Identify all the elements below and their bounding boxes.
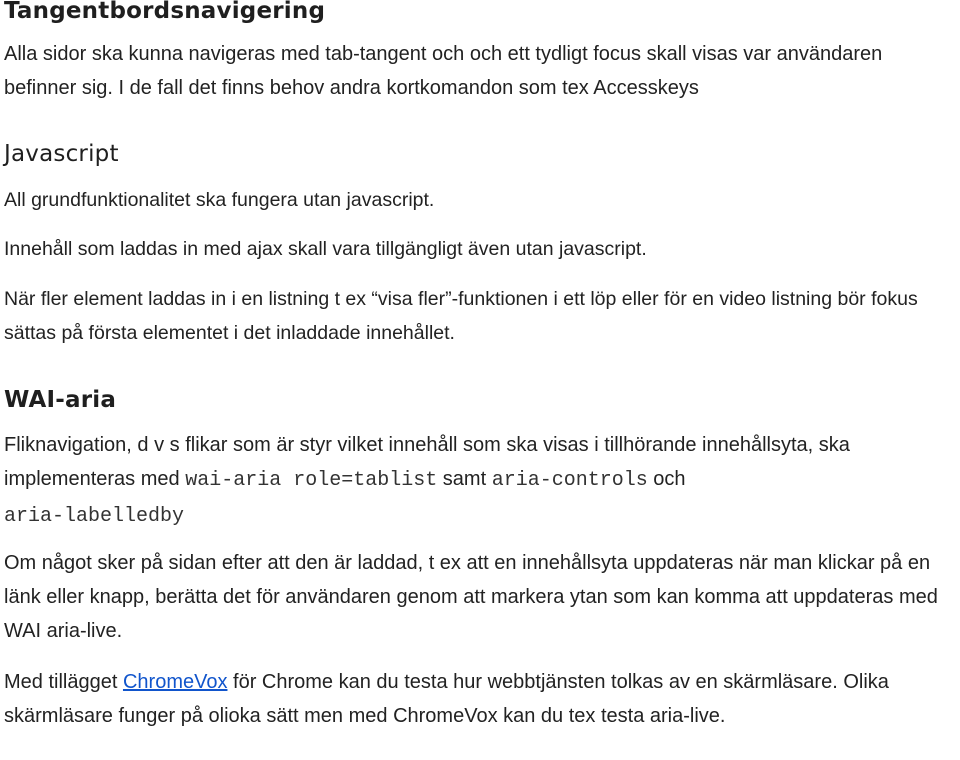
paragraph-wai-aria-tabs bbox=[4, 428, 960, 534]
heading-javascript: Javascript bbox=[4, 141, 119, 167]
paragraph-javascript-2: Innehåll som laddas in med ajax skall vara tillgängligt även utan javascript. bbox=[4, 238, 647, 260]
code-aria-controls: aria-controls bbox=[491, 469, 648, 492]
heading-keyboard-navigation: Tangentbordsnavigering bbox=[4, 0, 326, 24]
chromevox-link[interactable]: ChromeVox bbox=[122, 671, 228, 693]
text-segment: Fliknavigation, d v s flikar som är styr vilket innehåll som ska visas i tillhörande innehållsyta, ska implementeras med bbox=[4, 434, 850, 490]
text-segment: och bbox=[647, 468, 686, 490]
heading-wai-aria: WAI-aria bbox=[4, 387, 117, 413]
text-segment: Med tillägget bbox=[4, 671, 123, 693]
paragraph-keyboard-navigation: Alla sidor ska kunna navigeras med tab-tangent och och ett tydligt focus skall visas var användaren befinner sig. I de fall det finns behov andra kortkomandon som tex Accesskeys bbox=[4, 43, 883, 99]
code-tablist: wai-aria role=tablist bbox=[185, 469, 438, 492]
text-segment: samt bbox=[437, 468, 492, 490]
paragraph-wai-aria-live: Om något sker på sidan efter att den är laddad, t ex att en innehållsyta uppdateras när man klickar på en länk eller knapp, berätta det för användaren genom att markera ytan som kan komma att uppdateras med WAI aria-live. bbox=[4, 552, 938, 642]
code-aria-labelledby: aria-labelledby bbox=[4, 505, 185, 528]
text-segment: för Chrome kan du testa hur webbtjänsten tolkas av en skärmläsare. Olika skärmläsare funger på olioka sätt men med ChromeVox kan du tex testa aria-live. bbox=[4, 671, 889, 727]
paragraph-chromevox bbox=[4, 665, 960, 733]
paragraph-javascript-3: När fler element laddas in i en listning t ex “visa fler”-funktionen i ett löp eller för en video listning bör fokus sättas på första elementet i det inladdade innehållet. bbox=[4, 288, 918, 344]
paragraph-javascript-1: All grundfunktionalitet ska fungera utan javascript. bbox=[4, 189, 435, 211]
